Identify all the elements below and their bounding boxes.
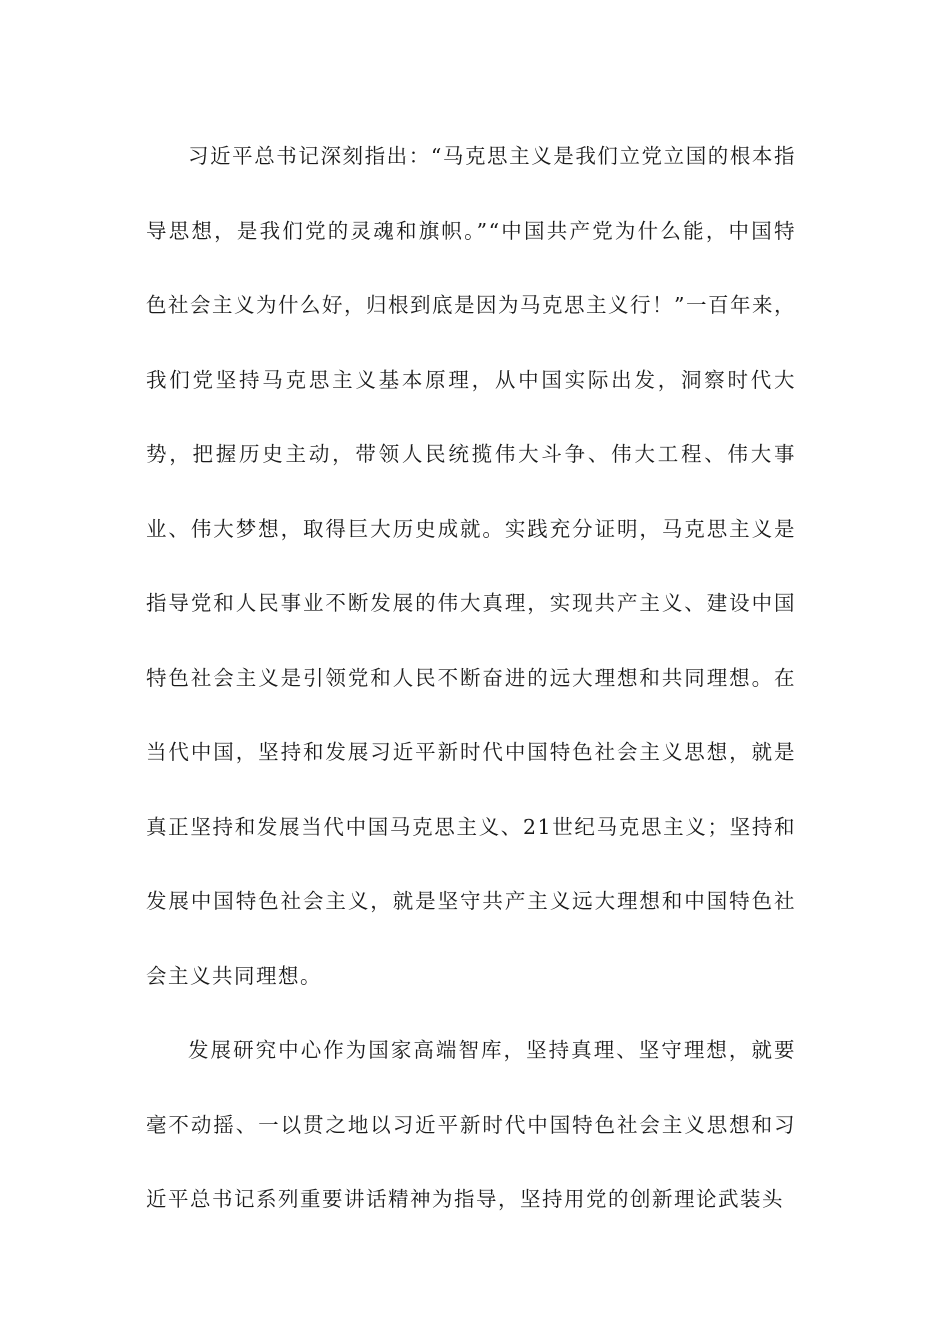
paragraph-1: 习近平总书记深刻指出：“马克思主义是我们立党立国的根本指导思想，是我们党的灵魂和旗帜。”“中国共产党为什么能，中国特色社会主义为什么好，归根到底是因为马克思主义行！”一百年来，我们党坚持马克思主义基本原理，从中国实际出发，洞察时代大势，把握历史主动，带领人民统揽伟大斗争、伟大工程、伟大事业、伟大梦想，取得巨大历史成就。实践充分证明，马克思主义是指导党和人民事业不断发展的伟大真理，实现共产主义、建设中国特色社会主义是引领党和人民不断奋进的远大理想和共同理想。在当代中国，坚持和发展习近平新时代中国特色社会主义思想，就是真正坚持和发展当代中国马克思主义、21世纪马克思主义；坚持和发展中国特色社会主义，就是坚守共产主义远大理想和中国特色社会主义共同理想。 xyxy=(146,144,796,988)
paragraph-2: 发展研究中心作为国家高端智库，坚持真理、坚守理想，就要毫不动摇、一以贯之地以习近平新时代中国特色社会主义思想和习近平总书记系列重要讲话精神为指导，坚持用党的创新理论武装头 xyxy=(146,1038,796,1211)
document-body xyxy=(146,119,796,1237)
